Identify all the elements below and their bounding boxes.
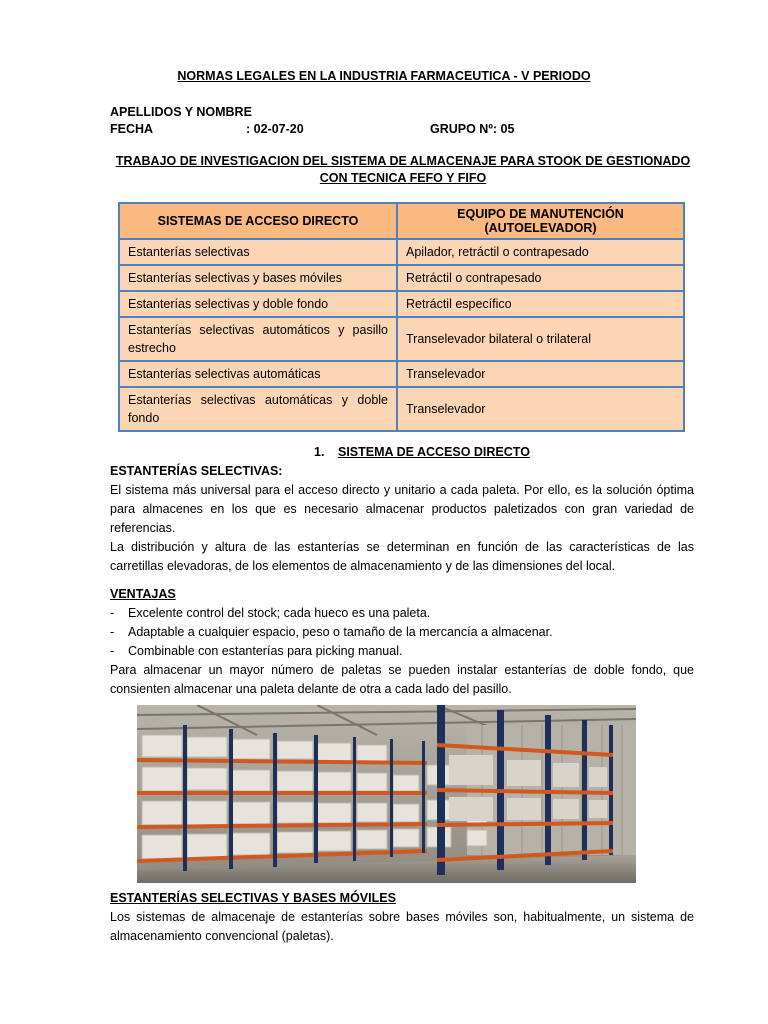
list-item: - Excelente control del stock; cada hueco es una paleta. (110, 604, 694, 623)
name-label: APELLIDOS Y NOMBRE (110, 105, 252, 119)
warehouse-racks-photo (137, 705, 636, 883)
table-row (119, 361, 684, 387)
list-item-text: Combinable con estanterías para picking manual. (128, 644, 403, 658)
paragraph: El sistema más universal para el acceso directo y unitario a cada paleta. Por ello, es la solución óptima para almacenes en los que es necesario almacenar productos paletizados con gran variedad de referencias. (110, 483, 694, 535)
document-subtitle: TRABAJO DE INVESTIGACION DEL SISTEMA DE ALMACENAJE PARA STOOK DE GESTIONADO CON TECNICA FEFO Y FIFO (115, 154, 691, 185)
table-header-equipment: EQUIPO DE MANUTENCIÓN (AUTOELEVADOR) (397, 203, 684, 239)
table-cell: Estanterías selectivas y bases móviles (119, 265, 397, 291)
list-item: - Adaptable a cualquier espacio, peso o tamaño de la mercancía a almacenar. (110, 623, 694, 642)
table-row (119, 387, 684, 431)
section-body (110, 462, 694, 699)
table-row (119, 317, 684, 361)
table-cell: Apilador, retráctil o contrapesado (397, 239, 684, 265)
paragraph: Para almacenar un mayor número de paletas se pueden instalar estanterías de doble fondo, que consienten almacenar una paleta delante de otra a cada lado del pasillo. (110, 663, 694, 696)
table-row (119, 291, 684, 317)
date-value: : 02-07-20 (246, 122, 304, 136)
table-cell: Transelevador bilateral o trilateral (397, 317, 684, 361)
table-cell: Estanterías selectivas automáticas (119, 361, 397, 387)
table-cell: Estanterías selectivas y doble fondo (119, 291, 397, 317)
section2-heading: ESTANTERÍAS SELECTIVAS Y BASES MÓVILES (110, 891, 396, 905)
subheading: ESTANTERÍAS SELECTIVAS: (110, 464, 283, 478)
table-cell: Estanterías selectivas automáticas y doble fondo (119, 387, 397, 431)
section-heading (314, 445, 530, 459)
table-header-systems: SISTEMAS DE ACCESO DIRECTO (119, 203, 397, 239)
meta-block (110, 105, 590, 149)
advantages-heading: VENTAJAS (110, 587, 176, 601)
table-cell: Estanterías selectivas automáticos y pasillo estrecho (119, 317, 397, 361)
list-item-text: Excelente control del stock; cada hueco es una paleta. (128, 606, 431, 620)
table-cell: Transelevador (397, 387, 684, 431)
table-cell: Retráctil o contrapesado (397, 265, 684, 291)
paragraph: La distribución y altura de las estanterías se determinan en función de las características de las carretillas elevadoras, de los elementos de almacenamiento y de las dimensiones del local. (110, 540, 694, 573)
section-title: SISTEMA DE ACCESO DIRECTO (338, 445, 530, 459)
systems-table (118, 202, 685, 432)
table-cell: Retráctil específico (397, 291, 684, 317)
table-cell: Transelevador (397, 361, 684, 387)
table-cell: Estanterías selectivas (119, 239, 397, 265)
section2-body (110, 889, 694, 946)
list-item: - Combinable con estanterías para picking manual. (110, 642, 694, 661)
section-number: 1. (314, 445, 325, 459)
document-title: NORMAS LEGALES EN LA INDUSTRIA FARMACEUTICA - V PERIODO (177, 69, 591, 83)
paragraph: Los sistemas de almacenaje de estanterías sobre bases móviles son, habitualmente, un sistema de almacenamiento convencional (paletas). (110, 910, 694, 943)
group-label: GRUPO Nº: 05 (430, 122, 515, 136)
table-row (119, 265, 684, 291)
list-item-text: Adaptable a cualquier espacio, peso o tamaño de la mercancía a almacenar. (128, 625, 553, 639)
table-row (119, 239, 684, 265)
date-label: FECHA (110, 122, 154, 136)
